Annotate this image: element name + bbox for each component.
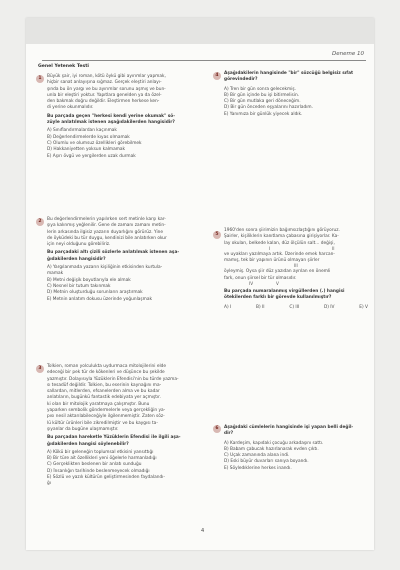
option-b[interactable]: B) Bir türe ait özellikleri yeni öğelerle harmanladığı <box>47 456 157 462</box>
option-b[interactable]: B) Değerlendirmelerde kıyas olmamak <box>47 134 130 140</box>
option-e[interactable]: E) Yanımıza bir günlük yiyecek aldık. <box>224 111 303 117</box>
exam-page <box>26 18 374 550</box>
option-e[interactable]: E) Sözlü ve yazılı kültürün geliştirmesinden faydalandı- <box>47 475 165 481</box>
exam-label: Deneme 10 <box>332 51 364 57</box>
mark-iii: III <box>294 263 298 269</box>
question-3 <box>47 364 209 488</box>
question-number: 1 <box>36 75 44 83</box>
top-band <box>26 18 374 44</box>
answer-options <box>47 450 209 488</box>
answer-options <box>224 441 368 472</box>
header-rule <box>42 60 366 61</box>
question-stem: 1960'den sonra şiirimizin bağımsızlaştığını görüyoruz. Şairler, kişiliklerin kanıtlama çabasına girişiyorlar. Ka- lay okuları, belkede kalan, düz ölçülün salt... değişi, I II ve uyakları yazılmaya artık. Üzerinde emek harcan- mamış, tek bir yapının ürünü olmayan şiirler III öyleymiş. Oysa şiir düz yazıdan ayrılan en önemli fark, onun şiirsel bir tür olmasıdır. IV V <box>224 228 340 287</box>
question-prompt: Bu parçada geçen "herkesi kendi yerine okumak" sö- züyle anlatılmak istenen aşağıdakilerden hangisidir? <box>47 113 176 126</box>
option-e[interactable]: E) Söyledıklerine herkes inandı. <box>224 465 292 471</box>
page-number: 4 <box>201 528 205 534</box>
option-d[interactable]: D) Hakkaniyetten yoksun kalmamak <box>47 147 126 153</box>
option-a[interactable]: A) Kökü bir geleneğin toplumsal etkisini yansıttığı <box>47 449 154 455</box>
option-c[interactable]: C) Gerçeklikten beslenen bir anlatı sunduğu <box>47 462 142 468</box>
question-stem: Büyük şair, iyi roman, kötü öykü gibi ayırımlar yapmak, hiçbir sanat anlayışına sığmaz. Gerçek eleştiri anlayı- şında bu ön yargı ve bu ayırımlar sorunu aşmış ve bun- unla bir eleştiri yoktur. Yapıtlara genelden ya da özel- den bakmak doğru değildir. Eleştirmen herkese ken- di yerine okunmalıdır. <box>47 74 166 111</box>
option-e-cont[interactable]: ğı <box>47 481 51 487</box>
section-title: Genel Yetenek Testi <box>38 64 89 69</box>
question-prompt: Aşağıdakilerin hangisinde "bir" sözcüğü belgisiz sıfat görevindedir? <box>224 71 354 83</box>
option-d[interactable]: D) Bir gün önceden eşyalarını hazırladım. <box>224 105 313 111</box>
option-b[interactable]: B) Metni değişik boyutlarıyla ele almak <box>47 277 131 283</box>
option-d[interactable]: D) IV <box>323 304 335 310</box>
question-stem: Bu değerlendirmelerin yapılırken sert metinle karşı kar- şıya kalınmış yeğlenilir. Gene de zamanı zamanı metin- lerin arkasında ilgisiz yazarın duyarlığını görürüz. Yine de öyküdeki bu tür duygu, kendinizi bile anlatırken okur için neyi olduğunu görebiliriz. <box>47 217 167 248</box>
option-b[interactable]: B) Babam çabucak hazırlanarak evden çıktı. <box>224 446 319 452</box>
question-number: 4 <box>213 72 221 80</box>
question-4 <box>224 69 368 118</box>
answer-options <box>224 87 368 118</box>
question-number: 6 <box>213 425 221 433</box>
option-a-cont[interactable]: mamak <box>47 271 64 277</box>
question-5 <box>224 228 368 311</box>
option-a[interactable]: A) I <box>224 304 232 310</box>
option-e[interactable]: E) Aşırı övgü ve yergilerden uzak durmak <box>47 153 136 159</box>
question-prompt: Bu parçadan hareketle Yüzüklerin Efendisi ile ilgili aşa- ğıdakilerden hangisi söylenebilir? <box>47 435 181 447</box>
option-a[interactable]: A) Tren bir gün sonra gelecekmiş. <box>224 86 297 92</box>
option-a[interactable]: A) Sınıflandırmalardan kaçınmak <box>47 128 117 134</box>
mark-iv: IV <box>249 281 254 287</box>
question-number: 3 <box>36 365 44 373</box>
answer-options <box>47 128 207 159</box>
option-c[interactable]: C) III <box>289 304 300 310</box>
question-prompt: Bu parçada numaralanmış virgüllerden (.) hangisi ötekilerden farklı bir görevde kullanılmıştır? <box>224 289 345 301</box>
option-a[interactable]: A) Yargılanmada yazarın kişiliğinin etkisinden kurtula- <box>47 265 163 271</box>
question-number: 2 <box>36 218 44 226</box>
option-c[interactable]: C) Uçak zamanında alana indi. <box>224 453 290 459</box>
option-d[interactable]: D) Eski büyür duvarları sanıya boyandı. <box>224 459 309 465</box>
mark-i: I <box>269 245 271 251</box>
option-e[interactable]: E) Metnin anlatım dokusu üzerinde yoğunlaşmak <box>47 296 152 302</box>
option-c[interactable]: C) Olumlu ve olumsuz özellikleri görebilmek <box>47 140 142 146</box>
mark-v: V <box>276 281 279 287</box>
question-6 <box>224 423 368 472</box>
option-b[interactable]: B) Bir gün içinde bu işi bitirmelisin. <box>224 92 300 98</box>
answer-options <box>47 265 207 303</box>
option-a[interactable]: A) Kardeşim, kapıdaki çocuğu arkadaşını sattı. <box>224 440 324 446</box>
question-1 <box>47 74 207 160</box>
option-b[interactable]: B) II <box>256 304 265 310</box>
answer-options <box>224 305 368 311</box>
option-e[interactable]: E) V <box>359 304 368 310</box>
option-d[interactable]: D) İnsanlığın tarihinde beslenmeyecek olmadığı <box>47 468 150 474</box>
option-d[interactable]: D) Metnin oluşturduğu sorunların araştırmak <box>47 290 143 296</box>
option-c[interactable]: C) Nesnel bir tutum takınmak <box>47 283 111 289</box>
mark-ii: II <box>332 245 335 251</box>
question-prompt: Aşağıdaki cümlelerin hangisinde işi yapan belli değil- dir? <box>224 425 354 437</box>
option-c[interactable]: C) Bir gün mutlaka geri döneceğim. <box>224 99 301 105</box>
question-number: 5 <box>213 231 221 239</box>
question-2 <box>47 217 207 303</box>
question-prompt: Bu parçadaki altı çizili sözlerle anlatılmak istenen aşa- ğıdakilerden hangisidir? <box>47 250 180 262</box>
question-stem: Tolkien, roman yolculukta uydurmaca mitolojilerini elde edeceği bir pek tür de kökenleri ve düşünce bu şekilde yazmıştır. Dolayısıyla Yüzüklerin Efendisi'nin bu türde yazma- sı tesadüf değildir. Tolkien, bu eserinin kaynağını ma- sallardan, mitlerden, efsanelerden alma ve bu kadar anlatıların, bugünkü fantastik edebiyata yer açmıştır. ki olan bir mitolojik yaratmaya çalışmıştır. Bunu yaparken sembolik göndermelerle veya gerçekliğin ya- pısı nesil aktarılabileceğiyle ilgilenmemiştir. Zaten söz- lü kültür ürünleri bile zikredilmiştir ve bu kaygısı ta- şıyanlar da bugüne ulaşmamıştır. <box>47 364 179 432</box>
